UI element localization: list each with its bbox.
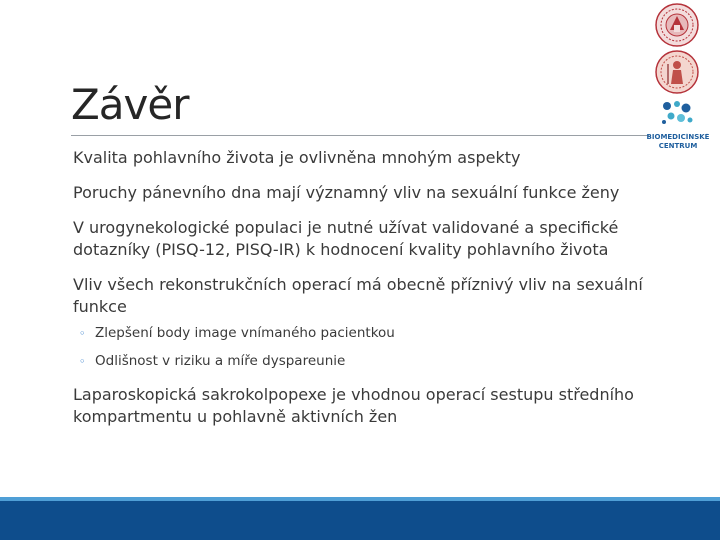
bullet-item: Poruchy pánevního dna mají významný vliv na sexuální funkce ženy (73, 183, 620, 202)
biomedical-center-logo-icon (659, 100, 695, 126)
bmc-name-line2: CENTRUM (658, 142, 698, 150)
bullet-item-with-subitems (73, 274, 643, 371)
bmc-name-line1: BIOMEDICÍNSKÉ (646, 133, 710, 141)
bullet-item: Kvalita pohlavního života je ovlivněna mnohým aspekty (73, 148, 521, 167)
circle-bullet-icon: ◦ (79, 355, 86, 368)
sub-bullet-item (79, 324, 643, 343)
faculty-seal-icon (655, 50, 699, 94)
logo-area (630, 0, 720, 170)
bullet-item: V urogynekologické populaci je nutné užívat validované a specifické dotazníky (PISQ-12, PISQ-IR) k hodnocení kvality pohlavního života (73, 218, 619, 259)
sub-bullet-item (79, 352, 643, 371)
footer-bar (0, 501, 720, 540)
sub-list (73, 324, 643, 371)
circle-bullet-icon: ◦ (79, 327, 86, 340)
sub-bullet-text: Zlepšení body image vnímaného pacientkou (95, 325, 395, 341)
university-seal-icon (655, 3, 699, 47)
content-list (73, 147, 643, 441)
bullet-item: Laparoskopická sakrokolpopexe je vhodnou operací sestupu středního kompartmentu u pohlavně aktivních žen (73, 385, 634, 426)
biomedical-center-name (636, 133, 720, 151)
slide-title: Závěr (71, 80, 189, 129)
sub-bullet-text: Odlišnost v riziku a míře dyspareunie (95, 353, 346, 369)
title-divider (71, 135, 649, 136)
bullet-text: Vliv všech rekonstrukčních operací má obecně příznivý vliv na sexuální funkce (73, 275, 643, 316)
